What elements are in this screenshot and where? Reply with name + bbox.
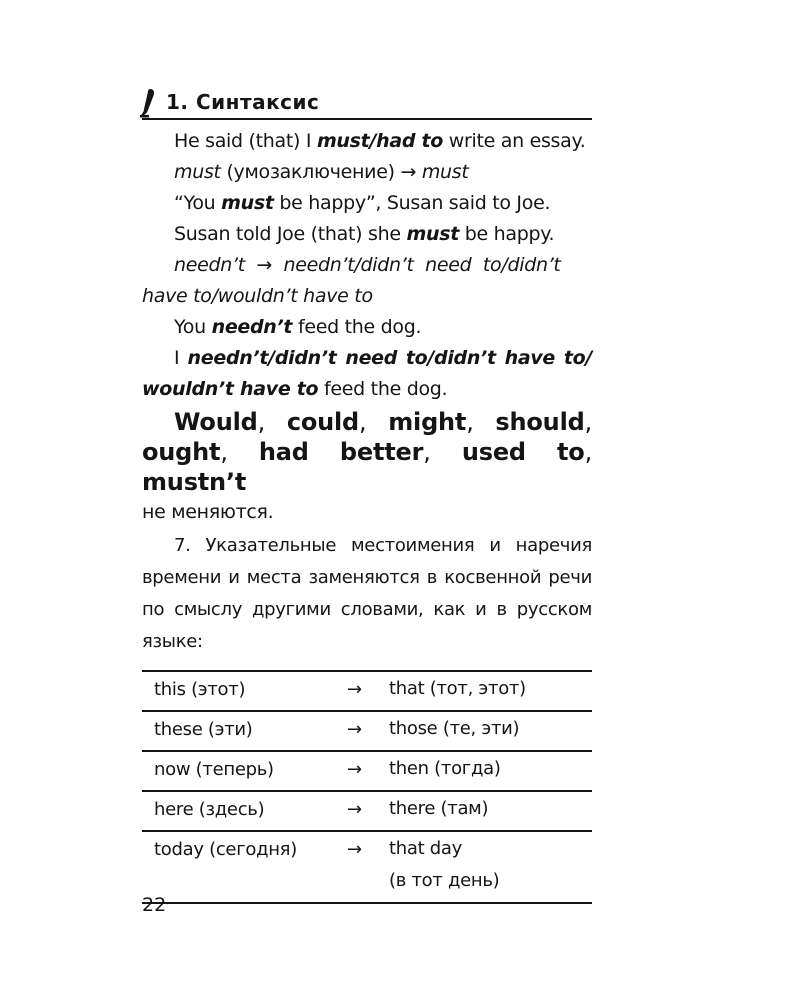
table-cell-original: today (сегодня): [154, 839, 297, 860]
replacement-table: [142, 670, 592, 904]
page-number: 22: [142, 894, 167, 916]
table-cell-original: this (этот): [154, 679, 246, 700]
text-body: [142, 126, 592, 528]
modals-list-cont: ought, had better, used to, mustn’t: [142, 438, 593, 496]
table-cell-original: now (теперь): [154, 759, 274, 780]
table-row: [142, 670, 592, 712]
modals-list: Would, could, might, should,: [174, 408, 593, 436]
text-line: needn’t → needn’t/didn’t need to/didn’t: [174, 254, 561, 276]
table-cell-original: these (эти): [154, 719, 253, 740]
table-row: [142, 792, 592, 832]
table-cell-replacement: those (те, эти): [389, 718, 520, 739]
table-cell-original: here (здесь): [154, 799, 265, 820]
text-line: wouldn’t have to feed the dog.: [142, 378, 448, 400]
arrow-icon: →: [347, 799, 362, 820]
text-line: have to/wouldn’t have to: [142, 285, 373, 307]
text-line: Susan told Joe (that) she must be happy.: [174, 223, 555, 245]
chapter-header: [142, 84, 592, 120]
arrow-icon: →: [347, 759, 362, 780]
text-line: must (умозаключение) → must: [174, 161, 469, 183]
table-cell-replacement: that (тот, этот): [389, 678, 526, 699]
table-row: [142, 752, 592, 792]
table-row: [142, 832, 592, 904]
arrow-icon: →: [347, 679, 362, 700]
arrow-icon: →: [347, 719, 362, 740]
table-cell-replacement: there (там): [389, 798, 489, 819]
arrow-icon: →: [400, 161, 417, 183]
page-content: [142, 84, 592, 904]
text-line: “You must be happy”, Susan said to Joe.: [174, 192, 551, 214]
pen-icon: [140, 88, 156, 118]
table-cell-replacement: then (тогда): [389, 758, 501, 779]
text-line: He said (that) I must/had to write an essay.: [174, 130, 586, 152]
text-line: You needn’t feed the dog.: [174, 316, 422, 338]
table-cell-replacement: that day (в тот день): [389, 838, 500, 891]
table-row: [142, 712, 592, 752]
chapter-title: 1. Синтаксис: [166, 90, 320, 114]
paragraph-7: 7. Указательные местоимения и наречия времени и места заменяются в косвенной речи по смыслу другими словами, как и в русском языке:: [142, 535, 592, 652]
arrow-icon: →: [347, 839, 362, 860]
text-line: I needn’t/didn’t need to/didn’t have to/: [174, 347, 592, 369]
unchanged-note: не меняются.: [142, 501, 274, 523]
